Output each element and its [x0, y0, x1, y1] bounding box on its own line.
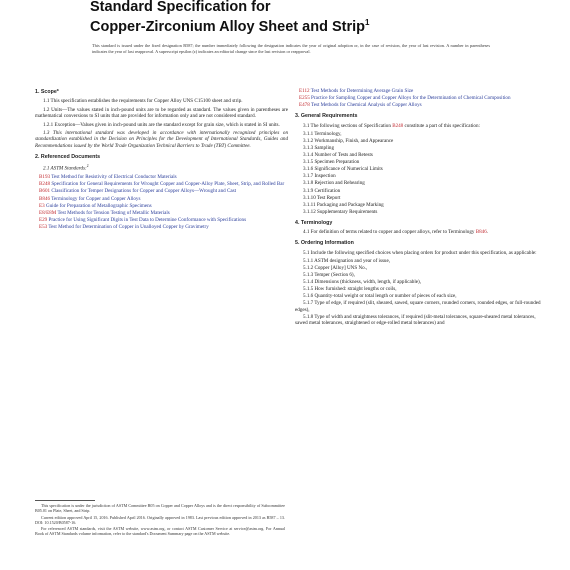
- reference-b193[interactable]: B193 Test Method for Resistivity of Electrical Conductor Materials: [39, 174, 177, 181]
- footnotes: [35, 500, 285, 538]
- ordering-item: 5.1.4 Dimensions (thickness, width, length, if applicable),: [303, 279, 421, 286]
- general-item: 3.1.11 Packaging and Package Marking: [303, 201, 384, 208]
- general-item: 3.1.6 Significance of Numerical Limits: [303, 166, 383, 173]
- reference-e478[interactable]: E478 Test Methods for Chemical Analysis of Copper Alloys: [299, 102, 422, 109]
- scope-heading: 1. Scope*: [35, 89, 59, 95]
- general-item: 3.1.9 Certification: [303, 187, 341, 194]
- reference-e255[interactable]: E255 Practice for Sampling Copper and Copper Alloys for the Determination of Chemical Composition: [299, 95, 511, 102]
- ordering-item: 5.1.2 Copper [Alloy] UNS No.,: [303, 265, 368, 272]
- ordering-item: 5.1.3 Temper (Section 6),: [303, 272, 355, 279]
- para-1-2: 1.2 Units—The values stated in inch-pound units are to be regarded as standard. The values given in parentheses are mathematical conversions to SI units that are provided for information only and are not considered standard.: [35, 106, 288, 120]
- general-item: 3.1.4 Number of Tests and Retests: [303, 152, 373, 159]
- general-item: 3.1.8 Rejection and Rehearing: [303, 180, 365, 187]
- footnote-rule: [35, 500, 95, 501]
- para-1-3: 1.3 This international standard was developed in accordance with internationally recognized principles on standardization established in the Decision on Principles for the Development of International Standards, Guides and Recommendations issued by the World Trade Organization Technical Barriers to Trade (TBT) Committee.: [35, 130, 288, 149]
- footnote-2: For referenced ASTM standards, visit the ASTM website, www.astm.org, or contact ASTM Customer Service at service@astm.org. For Annual Book of ASTM Standards volume information, refer to the standard's Document Summary page on the ASTM website.: [35, 526, 285, 537]
- ordering-information-heading: 5. Ordering Information: [295, 240, 354, 247]
- general-item: 3.1.1 Terminology,: [303, 131, 342, 138]
- ordering-item: 5.1.5 How furnished: straight lengths or coils,: [303, 286, 397, 293]
- reference-e3[interactable]: E3 Guide for Preparation of Metallographic Specimens: [39, 202, 152, 209]
- para-1-2-1: 1.2.1 Exception—Values given in inch-pound units are the standard except for grain size, which is stated in SI units.: [43, 121, 280, 128]
- ordering-item: 5.1.8 Type of width and straightness tolerances, if required (slit-metal tolerances, square-sheared metal tolerances, sawed metal tolerances, straightened or edge-rolled metal tolerances) and: [295, 313, 536, 327]
- para-2-1: [35, 163, 288, 172]
- title-line-2: Copper-Zirconium Alloy Sheet and Strip: [90, 18, 365, 35]
- title-line-1: Standard Specification for: [90, 0, 271, 15]
- left-column: [35, 84, 288, 231]
- footnote-1: This specification is under the jurisdiction of ASTM Committee B05 on Copper and Copper Alloys and is the direct responsibility of Subcommittee B05.01 on Plate, Sheet, and Strip.: [35, 503, 285, 514]
- footnote-1-edition: Current edition approved April 15, 2016. Published April 2016. Originally approved in 1983. Last previous edition approved in 2013 as B587 – 13. DOI: 10.1520/B0587-16.: [35, 514, 285, 525]
- general-item: 3.1.2 Workmanship, Finish, and Appearance: [303, 138, 394, 145]
- footnote-mark-2: 2: [86, 164, 89, 169]
- reference-b601[interactable]: B601 Classification for Temper Designations for Copper and Copper Alloys—Wrought and Cast: [39, 188, 236, 195]
- para-3-1: 3.1 The following sections of Specification B248 constitute a part of this specification:: [303, 122, 480, 129]
- general-item: 3.1.10 Test Report: [303, 194, 341, 201]
- ordering-item: 5.1.7 Type of edge, if required (slit, sheared, sawed, square corners, rounded corners, rounded edges, or full-rounded edges),: [295, 300, 541, 313]
- reference-b846[interactable]: B846 Terminology for Copper and Copper Alloys: [39, 195, 141, 202]
- reference-b248[interactable]: B248 Specification for General Requirements for Wrought Copper and Copper-Alloy Plate, Sheet, Strip, and Rolled Bar: [39, 181, 285, 188]
- designation-notice: This standard is issued under the fixed designation B587; the number immediately following the designation indicates the year of original adoption or, in the case of revision, the year of last revision. A number in parentheses indicates the year of last reapproval. A superscript epsilon (ε) indicates an editorial change since the last revision or reapproval.: [92, 43, 490, 54]
- reference-e8[interactable]: E8/E8M Test Methods for Tension Testing of Metallic Materials: [39, 209, 170, 216]
- para-4-1: 4.1 For definition of terms related to copper and copper alloys, refer to Terminology B846.: [303, 229, 489, 236]
- general-item: 3.1.5 Specimen Preparation: [303, 159, 360, 166]
- b248-link[interactable]: B248: [392, 122, 404, 129]
- reference-e112[interactable]: E112 Test Methods for Determining Average Grain Size: [299, 88, 414, 94]
- b846-link[interactable]: B846: [475, 229, 487, 236]
- general-item: 3.1.12 Supplementary Requirements: [303, 208, 378, 215]
- para-5-1: 5.1 Include the following specified choices when placing orders for product under this specification, as applicable:: [303, 249, 537, 256]
- ordering-item: 5.1.6 Quantity-total weight or total length or number of pieces of each size,: [303, 293, 457, 300]
- ordering-item: 5.1.1 ASTM designation and year of issue,: [303, 258, 391, 265]
- document-title: [90, 0, 560, 35]
- general-requirements-heading: 3. General Requirements: [295, 113, 358, 120]
- terminology-heading: 4. Terminology: [295, 219, 333, 226]
- para-1-1: 1.1 This specification establishes the requirements for Copper Alloy UNS C15100 sheet and strip.: [43, 98, 243, 105]
- right-column: [295, 88, 548, 327]
- reference-e29[interactable]: E29 Practice for Using Significant Digits in Test Data to Determine Conformance with Specifications: [39, 216, 247, 223]
- general-item: 3.1.3 Sampling: [303, 145, 334, 152]
- title-footnote-mark: 1: [364, 18, 370, 27]
- reference-e53[interactable]: E53 Test Method for Determination of Copper in Unalloyed Copper by Gravimetry: [39, 223, 209, 230]
- referenced-documents-heading: 2. Referenced Documents: [35, 153, 101, 160]
- astm-standards-label: 2.1 ASTM Standards:: [43, 165, 87, 172]
- general-item: 3.1.7 Inspection: [303, 173, 336, 180]
